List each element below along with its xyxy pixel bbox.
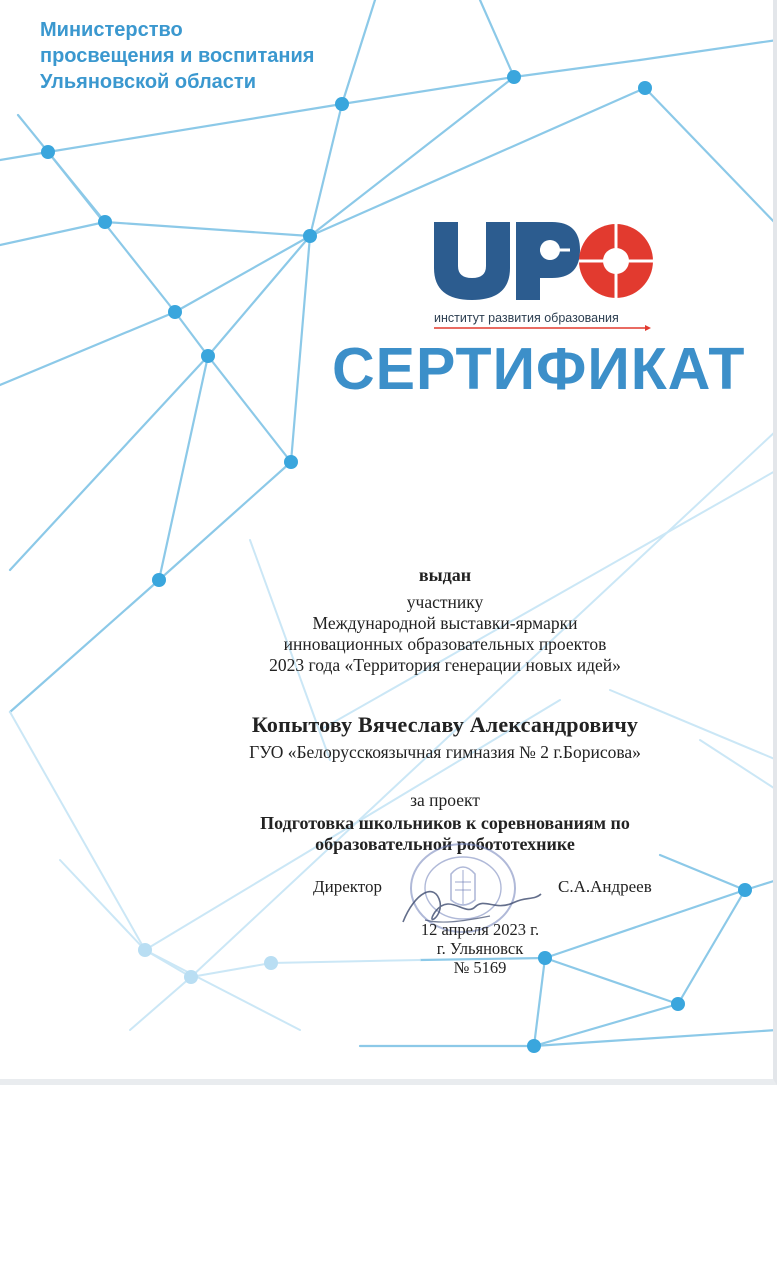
certificate-number: № 5169 (453, 958, 507, 977)
participant-line: Международной выставки-ярмарки (312, 613, 578, 633)
director-label: Директор (313, 877, 382, 896)
ministry-line: просвещения и воспитания (40, 45, 315, 67)
upo-logo (430, 218, 655, 333)
project-line: образовательной робототехнике (315, 834, 575, 854)
participant-line: участнику (406, 592, 484, 612)
project-line: Подготовка школьников к соревнованиям по (260, 813, 630, 833)
certificate-meta (380, 920, 580, 977)
issue-city: г. Ульяновск (436, 939, 524, 958)
logo-tagline: институт развития образования (434, 311, 619, 325)
issued-label: выдан (418, 565, 472, 585)
participant-line: 2023 года «Территория генерации новых идей» (269, 655, 621, 675)
ministry-line: Ульяновской области (40, 71, 256, 93)
participant-description (210, 592, 680, 676)
participant-line: инновационных образовательных проектов (283, 634, 607, 654)
certificate-title: СЕРТИФИКАТ (332, 336, 746, 402)
recipient-name: Копытову Вячеславу Александровичу (251, 712, 639, 737)
recipient-school: ГУО «Белорусскоязычная гимназия № 2 г.Борисова» (249, 742, 641, 762)
issue-date: 12 апреля 2023 г. (420, 920, 540, 939)
for-project-label: за проект (410, 790, 480, 810)
ministry-header (40, 17, 314, 95)
director-name: С.А.Андреев (558, 877, 652, 896)
ministry-line: Министерство (40, 19, 183, 41)
